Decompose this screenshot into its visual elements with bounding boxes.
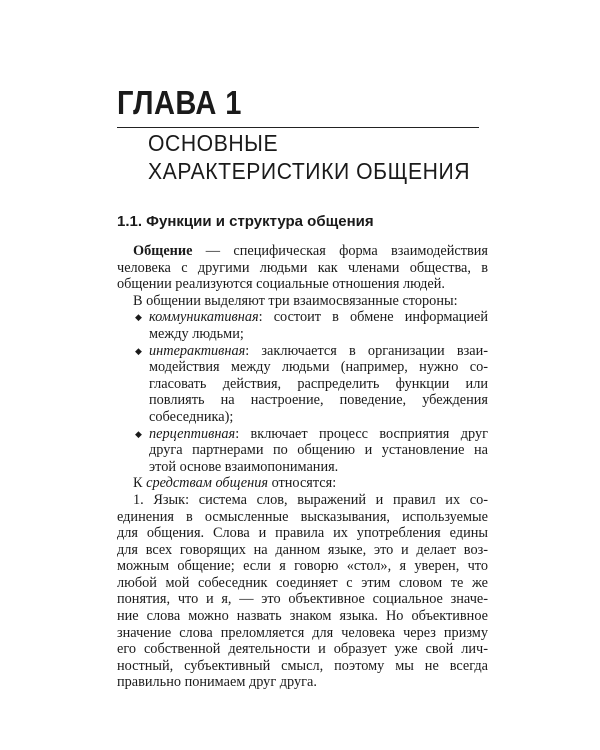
text-line: можным общение; если я говорю «стол», я уверен, что — [117, 558, 488, 575]
text-line: для всех говорящих на данном языке, это и делает воз- — [117, 541, 488, 558]
diamond-bullet-icon: ◆ — [135, 312, 142, 323]
definition-paragraph — [117, 243, 488, 293]
chapter-title — [148, 129, 470, 185]
bullet-text: : состоит в обмене информацией — [258, 309, 488, 326]
text-line: повлиять на настроение, поведение, убеждения — [149, 392, 488, 409]
text-line: друга партнерами по общению и установление на — [149, 442, 488, 459]
diamond-bullet-icon: ◆ — [135, 428, 142, 439]
definition-term: Общение — [133, 243, 193, 259]
language-paragraph — [117, 492, 488, 691]
text-line — [149, 309, 488, 326]
body-text — [117, 243, 488, 691]
bullet-term: интерактивная — [149, 342, 246, 359]
means-suffix: относятся: — [268, 475, 337, 492]
text-line: между людьми; — [149, 325, 244, 342]
text-line: человека с другими людьми как членами общества, в — [117, 259, 488, 276]
text-line: 1. Язык: система слов, выражений и правил их со- — [133, 491, 488, 508]
text-line: ние слова можно назвать знаком языка. Но объективное — [117, 608, 488, 625]
chapter-title-line: ОСНОВНЫЕ — [148, 130, 279, 156]
text-line: его собственной деятельности и образует уже свой лич- — [117, 641, 488, 658]
means-prefix: К — [133, 475, 147, 492]
text-line: правильно понимаем друг друга. — [117, 674, 317, 691]
sides-intro: В общении выделяют три взаимосвязанные стороны: — [133, 292, 458, 309]
chapter-rule — [117, 127, 479, 128]
diamond-bullet-icon: ◆ — [135, 345, 142, 356]
text-line: любой мой собеседник соединяет с этим словом те же — [117, 574, 488, 591]
text-line: ностный, субъективный смысл, поэтому мы не всегда — [117, 657, 488, 674]
means-intro — [117, 475, 488, 492]
bullet-text: : включает процесс восприятия друг — [235, 425, 488, 442]
text-line: для общения. Слова и правила их употребления едины — [117, 525, 488, 542]
section-heading: 1.1. Функции и структура общения — [117, 213, 374, 230]
bullet-term: перцептивная — [149, 425, 236, 442]
text-line: понятия, что и я, — это объективное социальное значе- — [117, 591, 488, 608]
definition-text: — специфическая форма взаимодействия — [192, 243, 488, 259]
text-line: значение слова преломляется для человека через призму — [117, 624, 488, 641]
text-line: собеседника); — [149, 408, 234, 425]
means-term: средствам общения — [146, 475, 268, 492]
chapter-label: ГЛАВА 1 — [117, 84, 242, 121]
text-line — [149, 426, 488, 443]
text-line: гласовать действия, распределить функции или — [149, 375, 488, 392]
list-item — [117, 426, 488, 476]
list-item — [117, 309, 488, 342]
text-line — [149, 343, 488, 360]
text-line — [117, 243, 488, 260]
chapter-title-line: ХАРАКТЕРИСТИКИ ОБЩЕНИЯ — [148, 158, 471, 184]
text-line: этой основе взаимопонимания. — [149, 458, 339, 475]
bullet-text: : заключается в организации взаи- — [245, 342, 488, 359]
text-line: модействия между людьми (например, нужно со- — [149, 359, 488, 376]
text-line: единения в осмысленные высказывания, используемые — [117, 508, 488, 525]
bullet-term: коммуникативная — [149, 309, 259, 326]
list-item — [117, 343, 488, 426]
text-line: общении реализуются социальные отношения людей. — [117, 276, 445, 293]
bullet-list — [117, 309, 488, 475]
